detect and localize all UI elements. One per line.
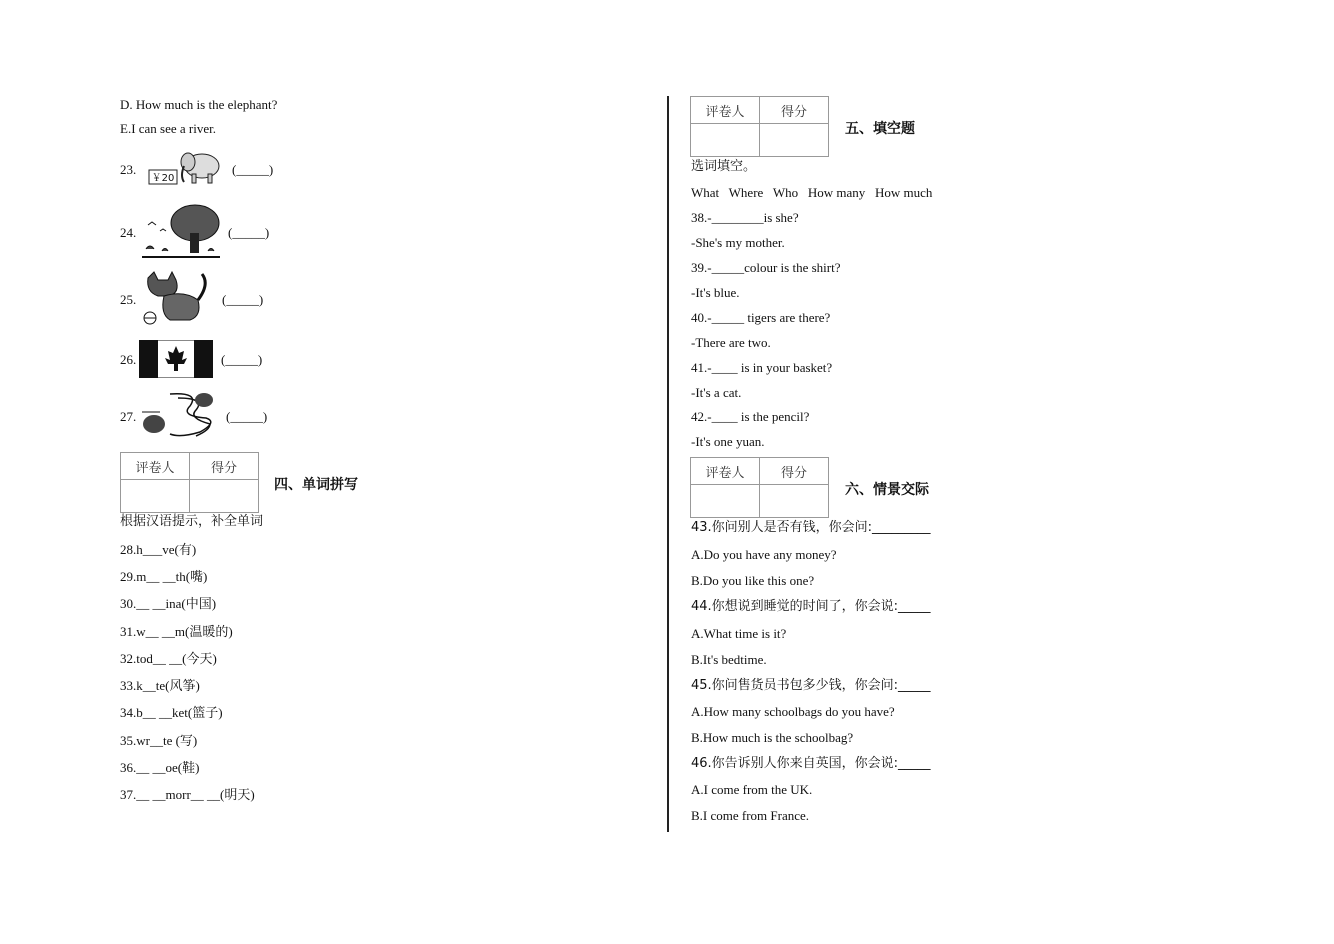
answer-blank: (_____) (228, 225, 270, 240)
question-number: 27. (120, 409, 137, 424)
answer-blank: (_____) (221, 352, 263, 367)
dialogue-option: A.How many schoolbags do you have? (691, 704, 895, 719)
grader-cell (691, 124, 760, 157)
grader-label: 评卷人 (691, 97, 760, 124)
elephant-price-picture (146, 148, 226, 188)
spelling-item: 31.w__ __m(温暖的) (120, 624, 233, 639)
word-bank: What Where Who How many How much (691, 185, 933, 200)
price-tag: ￥20 (151, 173, 175, 184)
spelling-item: 34.b__ __ket(篮子) (120, 705, 223, 720)
grader-label: 评卷人 (691, 458, 760, 485)
cat-picture (140, 270, 210, 328)
score-table (690, 96, 829, 157)
score-label: 得分 (190, 453, 259, 480)
fill-blank-line: -She's my mother. (691, 235, 785, 250)
score-table (120, 452, 259, 513)
score-cell (760, 124, 829, 157)
grader-cell (691, 485, 760, 518)
section-title: 六、情景交际 (845, 482, 929, 498)
score-cell (190, 480, 259, 513)
spelling-item: 30.__ __ina(中国) (120, 596, 217, 611)
question-number: 26. (120, 352, 137, 367)
dialogue-question: 45.你问售货员书包多少钱，你会问:_____ (691, 678, 931, 693)
fill-blank-line: -There are two. (691, 335, 771, 350)
dialogue-option: B.It's bedtime. (691, 652, 767, 667)
score-table (690, 457, 829, 518)
score-label: 得分 (760, 458, 829, 485)
section-instruction: 根据汉语提示，补全单词 (120, 514, 264, 529)
option-d: D. How much is the elephant? (120, 97, 278, 112)
fill-blank-line: -It's a cat. (691, 385, 742, 400)
fill-blank-line: 39.-_____colour is the shirt? (691, 260, 841, 275)
spelling-item: 28.h___ve(有) (120, 542, 197, 557)
dialogue-option: A.What time is it? (691, 626, 787, 641)
question-number: 25. (120, 292, 137, 307)
grader-label: 评卷人 (121, 453, 190, 480)
spelling-item: 29.m__ __th(嘴) (120, 569, 208, 584)
section-title: 五、填空题 (845, 121, 915, 137)
fill-blank-line: 42.-____ is the pencil? (691, 409, 810, 424)
fill-blank-line: -It's one yuan. (691, 434, 765, 449)
dialogue-option: A.Do you have any money? (691, 547, 837, 562)
spelling-item: 37.__ __morr__ __(明天) (120, 787, 255, 802)
spelling-item: 36.__ __oe(鞋) (120, 760, 200, 775)
spelling-item: 35.wr__te (写) (120, 733, 198, 748)
dialogue-option: B.How much is the schoolbag? (691, 730, 854, 745)
answer-blank: (_____) (232, 162, 274, 177)
dialogue-question: 44.你想说到睡觉的时间了，你会说:_____ (691, 599, 931, 614)
dialogue-option: B.I come from France. (691, 808, 810, 823)
river-picture (140, 388, 220, 440)
answer-blank: (_____) (222, 292, 264, 307)
section-title: 四、单词拼写 (274, 477, 358, 493)
spelling-item: 32.tod__ __(今天) (120, 651, 217, 666)
grader-cell (121, 480, 190, 513)
dialogue-option: A.I come from the UK. (691, 782, 813, 797)
score-label: 得分 (760, 97, 829, 124)
canada-flag-picture (139, 340, 213, 378)
column-divider (667, 96, 669, 832)
fill-blank-line: -It's blue. (691, 285, 740, 300)
fill-blank-line: 40.-_____ tigers are there? (691, 310, 831, 325)
question-number: 24. (120, 225, 137, 240)
option-e: E.I can see a river. (120, 121, 217, 136)
spelling-item: 33.k__te(风筝) (120, 678, 200, 693)
fill-blank-line: 41.-____ is in your basket? (691, 360, 833, 375)
dialogue-question: 43.你问别人是否有钱，你会问:_________ (691, 520, 931, 535)
dialogue-option: B.Do you like this one? (691, 573, 815, 588)
score-cell (760, 485, 829, 518)
question-number: 23. (120, 162, 137, 177)
answer-blank: (_____) (226, 409, 268, 424)
fill-blank-line: 38.-________is she? (691, 210, 799, 225)
dialogue-question: 46.你告诉别人你来自英国，你会说:_____ (691, 756, 931, 771)
section-instruction: 选词填空。 (691, 159, 757, 174)
tree-picture (140, 203, 222, 261)
